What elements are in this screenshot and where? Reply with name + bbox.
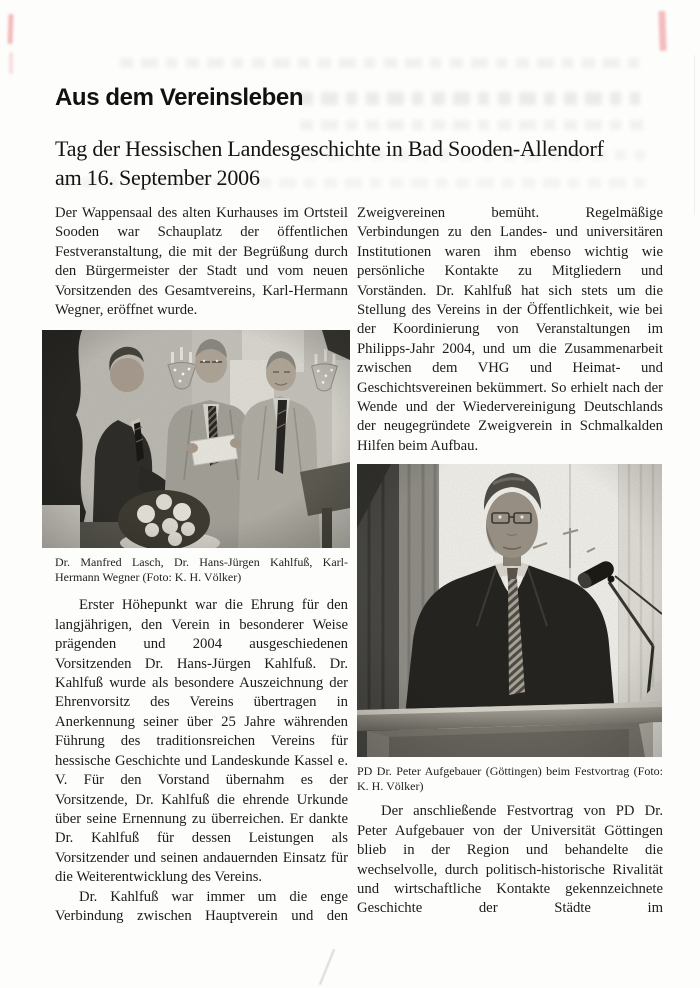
scan-scratch [319, 949, 335, 985]
red-scan-mark-top-right [658, 11, 666, 51]
photo-grain [357, 464, 662, 757]
right-column [357, 204, 663, 926]
right-paragraph-1: Zweigvereinen bemüht. Regelmäßige Verbindungen zu den Landes- und universitären Institutionen waren ihm ebenso wichtig wie persönliche Kontakte zu Mitgliedern und Vorständen. Dr. Kahlfuß hat sich stets um die Stellung des Vereins in der Öffentlichkeit, wie bei der Koordinierung von Veranstaltungen im Philipps-Jahr 2004, und um die Zusammenarbeit zwischen dem VHG und Heimat- und Geschichtsvereinen bekümmert. So erhielt nach der Wende und der Wiedervereinigung Deutschlands der neugegründete Zweigverein in Schmalkalden Hilfen beim Aufbau. [357, 205, 663, 454]
left-paragraph-1: Der Wappensaal des alten Kurhauses im Ortsteil Sooden war Schauplatz der öffentlichen Festveranstaltung, die mit der Begrüßung durch den Bürgermeister der Stadt und vom neuen Vorsitzenden des Gesamtvereins, Karl-Hermann Wegner, eröffnet wurde. [55, 205, 348, 319]
photo-award-ceremony-figure [55, 330, 348, 584]
photo-three-men-ceremony [42, 330, 350, 548]
bleed-through-text [120, 58, 640, 68]
article-title-line-1: Tag der Hessischen Landesgeschichte in Bad Sooden-Allendorf [55, 136, 604, 161]
two-column-body [55, 204, 663, 926]
photo-speaker-at-lectern [357, 464, 662, 757]
left-paragraph-3: Dr. Kahlfuß war immer um die enge Verbindung zwischen Hauptverein und den [55, 888, 348, 924]
photo-lecture-figure [357, 464, 663, 793]
photo-caption-left: Dr. Manfred Lasch, Dr. Hans-Jürgen Kahlfuß, Karl-Hermann Wegner (Foto: K. H. Völker) [55, 555, 348, 584]
article-title-line-2: am 16. September 2006 [55, 165, 260, 190]
article-header [55, 84, 665, 192]
article-title [55, 134, 665, 192]
left-paragraph-2: Erster Höhepunkt war die Ehrung für den langjährigen, den Verein in besonderer Weise prägenden und 2004 ausgeschiedenen Vorsitzenden Dr. Hans-Jürgen Kahlfuß. Dr. Kahlfuß wurde als besondere Auszeichnung der Ehrenvorsitz des Vereins übertragen in Anerkennung seiner über 25 Jahre währenden Führung des traditionsreichen Vereins für hessische Geschichte und Landeskunde Kassel e. V. Für den Vorstand übernahm es der Vorsitzende, Dr. Kahlfuß die ehrende Urkunde über seine Ernennung zu überreichen. Er dankte Dr. Kahlfuß für dessen Leistungen als Vorsitzender und seinen andauernden Einsatz für die Weiterentwicklung des Vereins. [55, 597, 348, 886]
left-column [55, 204, 348, 926]
page-edge-shadow [694, 55, 695, 215]
right-paragraph-2: Der anschließende Festvortrag von PD Dr. Peter Aufgebauer von der Universität Göttingen blieb in der Region und behandelte die wechselvolle, durch politisch-historische Rivalität und wirtschaftliche Kontakte gekennzeichnete Geschichte der Städte im [357, 803, 663, 917]
red-scan-mark-top-left-2 [9, 52, 13, 74]
photo-caption-right: PD Dr. Peter Aufgebauer (Göttingen) beim Festvortrag (Foto: K. H. Völker) [357, 764, 663, 793]
section-title: Aus dem Vereinsleben [55, 84, 304, 111]
red-scan-mark-top-left [7, 14, 13, 44]
photo-grain [42, 330, 350, 548]
